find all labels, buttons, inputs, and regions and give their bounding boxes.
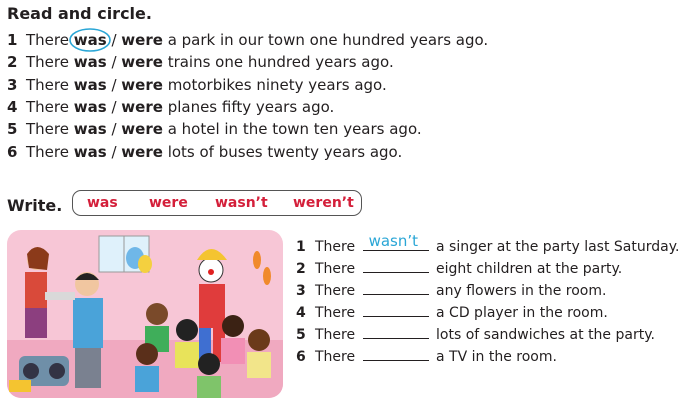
word-was: was (87, 195, 118, 211)
party-illustration (7, 230, 283, 398)
option-was[interactable]: was (73, 143, 107, 161)
circle-item-6: 6 There was / were lots of buses twenty years ago. (7, 143, 403, 161)
circle-item-1: 1 There was / were a park in our town one hundred years ago. (7, 31, 489, 49)
write-item-2: 2 There eight children at the party. (296, 261, 623, 277)
exercise-heading: Read and circle. (7, 4, 152, 23)
item-start: There (26, 31, 69, 49)
option-was[interactable]: was (73, 76, 107, 94)
circle-item-2: 2 There was / were trains one hundred years ago. (7, 53, 394, 71)
circled-option[interactable]: was (74, 31, 107, 49)
option-was[interactable]: was (73, 120, 107, 138)
answer-blank[interactable] (363, 259, 429, 273)
word-wasnt: wasn’t (215, 195, 268, 211)
option-were[interactable]: were (121, 31, 163, 49)
answer-blank[interactable] (363, 281, 429, 295)
write-item-1: 1 There wasn’t a singer at the party last Saturday. (296, 232, 680, 255)
option-were[interactable]: were (121, 76, 163, 94)
word-werent: weren’t (293, 195, 354, 211)
circle-item-4: 4 There was / were planes fifty years ago. (7, 98, 335, 116)
answer-blank[interactable] (363, 303, 429, 317)
option-were[interactable]: were (121, 98, 163, 116)
write-item-3: 3 There any flowers in the room. (296, 283, 607, 299)
answer-blank[interactable] (363, 232, 429, 251)
option-was[interactable]: was (73, 98, 107, 116)
option-were[interactable]: were (121, 143, 163, 161)
write-item-4: 4 There a CD player in the room. (296, 305, 608, 321)
item-end: a park in our town one hundred years ago. (167, 31, 489, 49)
option-were[interactable]: were (121, 120, 163, 138)
write-item-5: 5 There lots of sandwiches at the party. (296, 327, 655, 343)
handwritten-answer: wasn’t (368, 232, 418, 250)
circle-item-3: 3 There was / were motorbikes ninety years ago. (7, 76, 387, 94)
write-heading: Write. (7, 196, 63, 215)
answer-blank[interactable] (363, 325, 429, 339)
option-were[interactable]: were (121, 53, 163, 71)
word-were: were (149, 195, 188, 211)
circle-item-5: 5 There was / were a hotel in the town ten years ago. (7, 120, 422, 138)
item-number: 1 (7, 31, 18, 49)
option-was[interactable]: was (73, 53, 107, 71)
word-box (72, 190, 362, 216)
answer-blank[interactable] (363, 347, 429, 361)
write-item-6: 6 There a TV in the room. (296, 349, 557, 365)
